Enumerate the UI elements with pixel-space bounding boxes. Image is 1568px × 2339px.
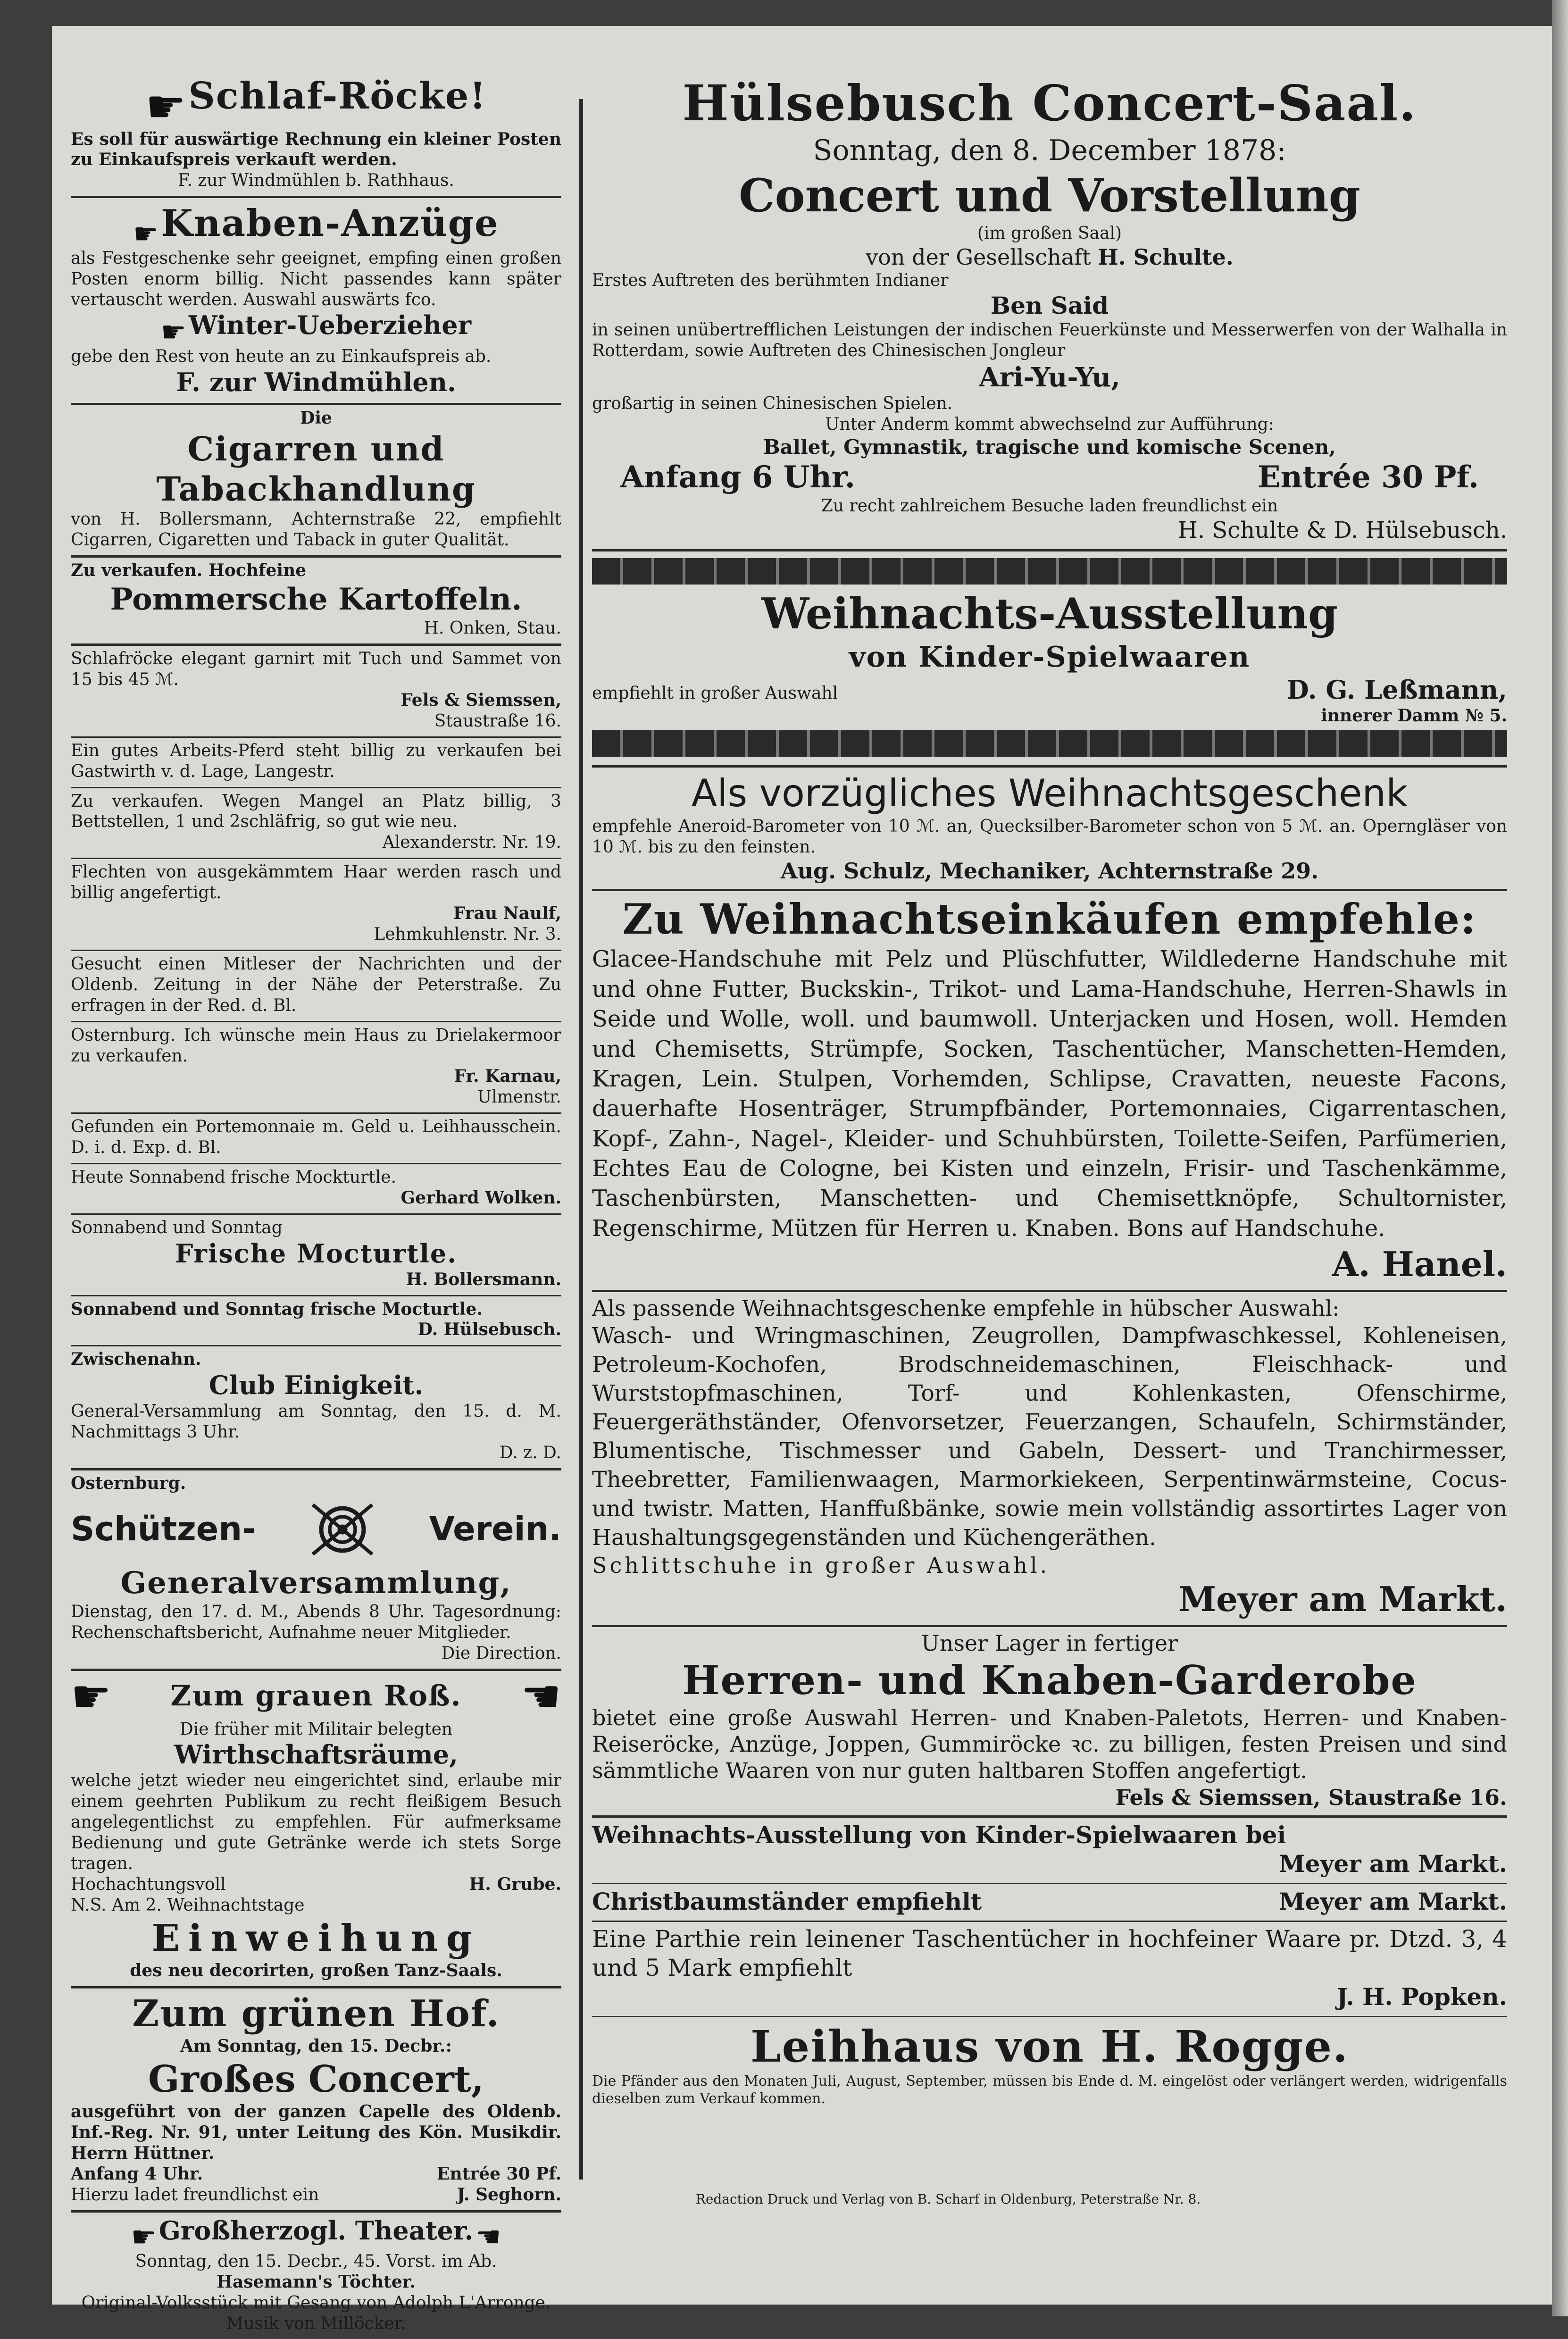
ad-indian: Ben Said <box>990 292 1109 320</box>
ad-line: Sonnabend und Sonntag <box>71 1218 283 1237</box>
ad-title: Schützen- <box>71 1510 256 1549</box>
ad-play: Hasemann's Töchter. <box>217 2272 416 2292</box>
ad-sign: J. H. Popken. <box>1336 1982 1507 2011</box>
ad-mockturtle-bollersmann <box>71 1215 561 1296</box>
ad-big: Concert und Vorstellung <box>739 169 1360 223</box>
ad-text: Gesucht einen Mitleser der Nachrichten und der Oldenb. Zeitung in der Nähe der Peterstraße. Zu erfragen in der Red. d. Bl. <box>71 954 561 1015</box>
ad-juggler: Ari-Yu-Yu, <box>979 361 1120 393</box>
ad-title: Schlaf-Röcke! <box>188 75 487 117</box>
ad-date: Am Sonntag, den 15. Decbr.: <box>180 2036 452 2056</box>
right-column <box>592 71 1507 2112</box>
ad-sign: Fels & Siemssen, <box>400 690 561 710</box>
ad-title: Großherzogl. Theater. <box>158 2215 474 2246</box>
ad-meyer-haushalt <box>592 1292 1507 1627</box>
ad-invite: Zu recht zahlreichem Besuche laden freundlichst ein <box>821 496 1278 516</box>
ad-first: Erstes Auftreten des berühmten Indianer <box>592 271 949 291</box>
pointing-hand-left-icon: ☚ <box>475 2221 501 2254</box>
ad-title: Knaben-Anzüge <box>161 202 499 245</box>
ad-subtitle: von Kinder-Spielwaaren <box>849 640 1251 674</box>
pointing-hand-icon: ☛ <box>160 315 186 349</box>
ad-title: Zum grauen Roß. <box>170 1679 462 1712</box>
ad-greeting: Hochachtungsvoll <box>71 1874 226 1894</box>
pointing-hand-icon: ☛ <box>71 1670 112 1723</box>
ad-christbaumstaender <box>592 1884 1507 1922</box>
ad-sign: Meyer am Markt. <box>1178 1579 1507 1619</box>
ad-concert-saal <box>592 71 1507 551</box>
ad-cigarren <box>71 405 561 558</box>
ad-gefunden <box>71 1114 561 1164</box>
ad-text: empfehle Aneroid-Barometer von 10 ℳ. an, Quecksilber-Barometer schon von 5 ℳ. an. Operngläser von 10 ℳ. bis zu den feinsten. <box>592 817 1507 857</box>
ad-weihnachts-ausstellung <box>592 551 1507 768</box>
ad-big: Großes Concert, <box>148 2057 484 2101</box>
ad-text: Sonntag, den 15. Decbr., 45. Vorst. im Ab. <box>135 2252 497 2271</box>
ad-pferd <box>71 738 561 788</box>
ad-spielwaaren-meyer <box>592 1818 1507 1884</box>
ad-title: Club Einigkeit. <box>209 1370 424 1401</box>
ad-sign: Fels & Siemssen, Staustraße 16. <box>1115 1784 1507 1810</box>
ad-theater <box>71 2213 561 2339</box>
ad-taschentuecher <box>592 1922 1507 2017</box>
ad-line: Die früher mit Militair belegten <box>179 1719 453 1739</box>
ad-title: Weihnachts-Ausstellung <box>761 588 1338 639</box>
ad-sign: D. Hülsebusch. <box>417 1320 561 1340</box>
ad-desc: in seinen unübertrefflichen Leistungen der indischen Feuerkünste und Messerwerfen von der Walhalla in Rotterdam, sowie Auftreten des Chinesischen Jongleur <box>592 320 1507 360</box>
ad-address: Staustraße 16. <box>434 711 561 731</box>
ad-start: Anfang 6 Uhr. <box>620 459 856 495</box>
ad-title: Herren- und Knaben-Garderobe <box>682 1656 1417 1704</box>
ad-sign: H. Bollersmann. <box>406 1269 561 1289</box>
pointing-hand-icon: ☛ <box>133 217 158 251</box>
ad-subtitle: Generalversammlung, <box>120 1565 512 1601</box>
ad-program: Ballet, Gymnastik, tragische und komische Scenen, <box>763 435 1336 459</box>
imprint-text: Redaction Druck und Verlag von B. Scharf in Oldenburg, Peterstraße Nr. 8. <box>695 2191 1201 2207</box>
ad-hall: (im großen Saal) <box>977 224 1122 243</box>
ad-title: Als vorzügliches Weihnachtsgeschenk <box>691 771 1408 815</box>
ad-text: von H. Bollersmann, Achternstraße 22, empfiehlt Cigarren, Cigaretten und Taback in guter Qualität. <box>71 510 561 550</box>
ad-text: Glacee-Handschuhe mit Pelz und Plüschfutter, Wildlederne Handschuhe mit und ohne Futter, Buckskin-, Trikot- und Lama-Handschuhe, Herren-Shawls in Seide und Wolle, woll. und baumwoll. Unterjacken und Hosen, woll. Hemden und Chemisetts, Strümpfe, Socken, Taschentücher, Manschetten-Hemden, Kragen, Lein. Stulpen, Vorhemden, Schlipse, Cravatten, neueste Facons, dauerhafte Hosenträger, Strumpfbänder, Portemonnaies, Cigarrentaschen, Kopf-, Zahn-, Nagel-, Kleider- und Schuhbürsten, Toilette-Seifen, Parfümerien, Echtes Eau de Cologne, bei Kisten und einzeln, Frisir- und Taschenkämme, Taschenbürsten, Manschetten- und Chemisettknöpfe, Schultornister, Regenschirme, Mützen für Herren u. Knaben. Bons auf Handschuhe. <box>592 946 1507 1242</box>
ad-sign: Meyer am Markt. <box>1279 1887 1507 1915</box>
ad-address: Alexanderstr. Nr. 19. <box>382 833 561 852</box>
ad-title: Zu Weihnachtseinkäufen empfehle: <box>622 894 1477 944</box>
ad-subtitle: Winter-Ueberzieher <box>188 310 472 341</box>
ad-music: Musik von Millöcker. <box>226 2314 406 2333</box>
ad-text: Ein gutes Arbeits-Pferd steht billig zu verkaufen bei Gastwirth v. d. Lage, Langestr. <box>71 741 561 781</box>
ad-text: als Festgeschenke sehr geeignet, empfing einen großen Posten enorm billig. Nicht passendes kann später vertauscht werden. Auswahl auswärts fco. <box>71 248 561 309</box>
ad-text: Weihnachts-Ausstellung von Kinder-Spielwaaren bei <box>592 1821 1286 1849</box>
ad-line: empfiehlt in großer Auswahl <box>592 683 838 703</box>
ad-entry: Entrée 30 Pf. <box>1257 459 1479 495</box>
ad-by: von der Gesellschaft <box>866 244 1091 270</box>
ad-kartoffeln <box>71 558 561 646</box>
ad-weihnachtseinkaeufe <box>592 891 1507 1292</box>
ad-schlafroecke-fels <box>71 646 561 738</box>
ad-title: Cigarren und Tabackhandlung <box>156 429 476 509</box>
ad-subtitle: Wirthschaftsräume, <box>174 1739 458 1770</box>
next-page-edge <box>1552 0 1568 2316</box>
ad-mitleser <box>71 951 561 1022</box>
ad-text: Dienstag, den 17. d. M., Abends 8 Uhr. Tagesordnung: Rechenschaftsbericht, Aufnahme neuer Mitglieder. <box>71 1602 561 1642</box>
ad-sign: Meyer am Markt. <box>1279 1849 1507 1878</box>
pointing-hand-icon: ☛ <box>131 2221 157 2254</box>
ad-title-2: Verein. <box>429 1510 561 1549</box>
ad-sign: Die Direction. <box>441 1643 561 1663</box>
ad-start: Anfang 4 Uhr. <box>71 2164 203 2184</box>
ad-grauen-ross <box>71 1671 561 1988</box>
target-emblem-icon <box>307 1494 378 1565</box>
ad-text: Gefunden ein Portemonnaie m. Geld u. Leihhausschein. D. i. d. Exp. d. Bl. <box>71 1117 561 1158</box>
ad-address: Ulmenstr. <box>477 1087 561 1107</box>
pointing-hand-left-icon: ☚ <box>520 1670 561 1723</box>
ad-skates: Schlittschuhe in großer Auswahl. <box>592 1552 1050 1578</box>
ad-text: General-Versammlung am Sonntag, den 15. d. M. Nachmittags 3 Uhr. <box>71 1402 561 1442</box>
ad-sign: Frau Naulf, <box>453 903 561 924</box>
ad-pretitle: Die <box>300 408 332 428</box>
ad-knaben-anzuege <box>71 198 561 405</box>
ad-desc: Original-Volksstück mit Gesang von Adolph L'Arronge. <box>81 2293 551 2313</box>
ad-sign: H. Schulte & D. Hülsebusch. <box>1177 517 1507 544</box>
column-rule <box>579 99 583 2180</box>
ad-sign: H. Onken, Stau. <box>424 618 561 638</box>
ad-title: Leihhaus von H. Rogge. <box>750 2021 1349 2072</box>
imprint-footer <box>500 2191 1396 2207</box>
ad-bettstellen <box>71 788 561 860</box>
ad-line: Zwischenahn. <box>71 1349 201 1370</box>
ad-big-sub: des neu decorirten, großen Tanz-Saals. <box>130 1960 502 1980</box>
ad-sign: F. zur Windmühlen. <box>176 367 456 397</box>
ad-intro: Als passende Weihnachtsgeschenke empfehle in hübscher Auswahl: <box>592 1295 1340 1321</box>
ad-invite: Hierzu ladet freundlichst ein <box>71 2185 319 2205</box>
ad-garderobe <box>592 1627 1507 1818</box>
ad-mockturtle-huelsebusch <box>71 1296 561 1347</box>
ad-sign: D. z. D. <box>499 1443 561 1462</box>
ad-text: gebe den Rest von heute an zu Einkaufspreis ab. <box>71 346 492 366</box>
ad-also: Unter Anderm kommt abwechselnd zur Aufführung: <box>825 415 1274 434</box>
ad-line: Zu verkaufen. Hochfeine <box>71 560 307 581</box>
ad-line: Osternburg. <box>71 1473 186 1493</box>
ad-sign: F. zur Windmühlen b. Rathhaus. <box>178 171 454 191</box>
pointing-hand-icon: ☛ <box>145 80 186 133</box>
decorative-banner <box>592 730 1507 757</box>
ad-mockturtle-wolken <box>71 1164 561 1215</box>
ad-title: Frische Mocturtle. <box>175 1238 457 1269</box>
ad-title: Zum grünen Hof. <box>132 1992 500 2035</box>
ad-text: Eine Parthie rein leinener Taschentücher in hochfeiner Waare pr. Dtzd. 3, 4 und 5 Mark empfiehlt <box>592 1925 1507 1981</box>
ad-schlafroecke <box>71 71 561 198</box>
ad-osternburg-haus <box>71 1022 561 1114</box>
ad-sign: Aug. Schulz, Mechaniker, Achternstraße 29. <box>780 858 1319 884</box>
ad-title: Hülsebusch Concert-Saal. <box>682 74 1417 132</box>
ad-sign: Fr. Karnau, <box>454 1066 561 1086</box>
ad-text: ausgeführt von der ganzen Capelle des Oldenb. Inf.-Reg. Nr. 91, unter Leitung des Kön. Musikdir. Herrn Hüttner. <box>71 2101 561 2163</box>
ad-note: N.S. Am 2. Weihnachtstage <box>71 1895 305 1915</box>
ad-title: Pommersche Kartoffeln. <box>110 582 522 618</box>
ad-text: Heute Sonnabend frische Mockturtle. <box>71 1168 397 1187</box>
ad-barometer <box>592 768 1507 892</box>
ad-sign: Gerhard Wolken. <box>400 1187 561 1208</box>
ad-club-einigkeit <box>71 1346 561 1470</box>
ad-text: Osternburg. Ich wünsche mein Haus zu Drielakermoor zu verkaufen. <box>71 1025 561 1066</box>
ad-text: bietet eine große Auswahl Herren- und Knaben-Paletots, Herren- und Knaben-Reiseröcke, Anzüge, Joppen, Gummiröcke ꝛc. zu billigen, festen Preisen und sind sämmtliche Waaren von nur guten haltbaren Stoffen angefertigt. <box>592 1705 1507 1784</box>
ad-text: Die Pfänder aus den Monaten Juli, August, September, müssen bis Ende d. M. eingelöst oder verlängert werden, widrigenfalls dieselben zum Verkauf kommen. <box>592 2072 1507 2107</box>
ad-gruenen-hof <box>71 1988 561 2213</box>
ad-text: Wasch- und Wringmaschinen, Zeugrollen, Dampfwaschkessel, Kohleneisen, Petroleum-Kochofen, Brodschneidemaschinen, Fleischhack- und Wurststopfmaschinen, Torf- und Kohlenkasten, Ofenschirme, Feuergeräthständer, Ofenvorsetzer, Feuerzangen, Schaufeln, Schirmständer, Blumentische, Tischmesser und Gabeln, Dessert- und Tranchirmesser, Theebretter, Familienwaagen, Marmorkiekeen, Serpentinwärmsteine, Cocus- und twistr. Matten, Hanffußbänke, sowie mein vollständig assortirtes Lager von Haushaltungsgegenständen und Küchengeräthen. <box>592 1322 1507 1551</box>
ad-great: großartig in seinen Chinesischen Spielen. <box>592 394 953 414</box>
ad-text: Christbaumständer empfiehlt <box>592 1887 982 1915</box>
ad-date: Sonntag, den 8. December 1878: <box>813 134 1286 167</box>
ad-sign: A. Hanel. <box>1332 1244 1507 1285</box>
ad-big: Einweihung <box>151 1916 481 1960</box>
decorative-banner <box>592 558 1507 585</box>
ad-text: Flechten von ausgekämmtem Haar werden rasch und billig angefertigt. <box>71 862 561 903</box>
ad-leihhaus <box>592 2017 1507 2112</box>
ad-flechten <box>71 859 561 951</box>
ad-text: Es soll für auswärtige Rechnung ein kleiner Posten zu Einkaufspreis verkauft werden. <box>71 129 561 170</box>
left-column <box>71 71 561 2339</box>
ad-by-name: H. Schulte. <box>1098 244 1234 270</box>
ad-line: Unser Lager in fertiger <box>921 1630 1178 1656</box>
ad-address: Lehmkuhlenstr. Nr. 3. <box>374 924 561 944</box>
ad-schuetzenverein <box>71 1470 561 1671</box>
ad-text: welche jetzt wieder neu eingerichtet sind, erlaube mir einem geehrten Publikum zu recht fleißigem Besuch angelegentlichst zu empfehlen. Für aufmerksame Bedienung und gute Getränke werde ich stets Sorge tragen. <box>71 1771 561 1873</box>
ad-text: Schlafröcke elegant garnirt mit Tuch und Sammet von 15 bis 45 ℳ. <box>71 649 561 690</box>
ad-entry: Entrée 30 Pf. <box>437 2164 561 2184</box>
ad-sign: D. G. Leßmann, <box>1286 674 1507 705</box>
ad-sign: J. Seghorn. <box>457 2184 561 2205</box>
ad-text: Sonnabend und Sonntag frische Mocturtle. <box>71 1299 483 1319</box>
ad-address: innerer Damm № 5. <box>1321 705 1507 726</box>
ad-text: Zu verkaufen. Wegen Mangel an Platz billig, 3 Bettstellen, 1 und 2schläfrig, so gut wie neu. <box>71 791 561 832</box>
ad-sign: H. Grube. <box>469 1874 561 1894</box>
